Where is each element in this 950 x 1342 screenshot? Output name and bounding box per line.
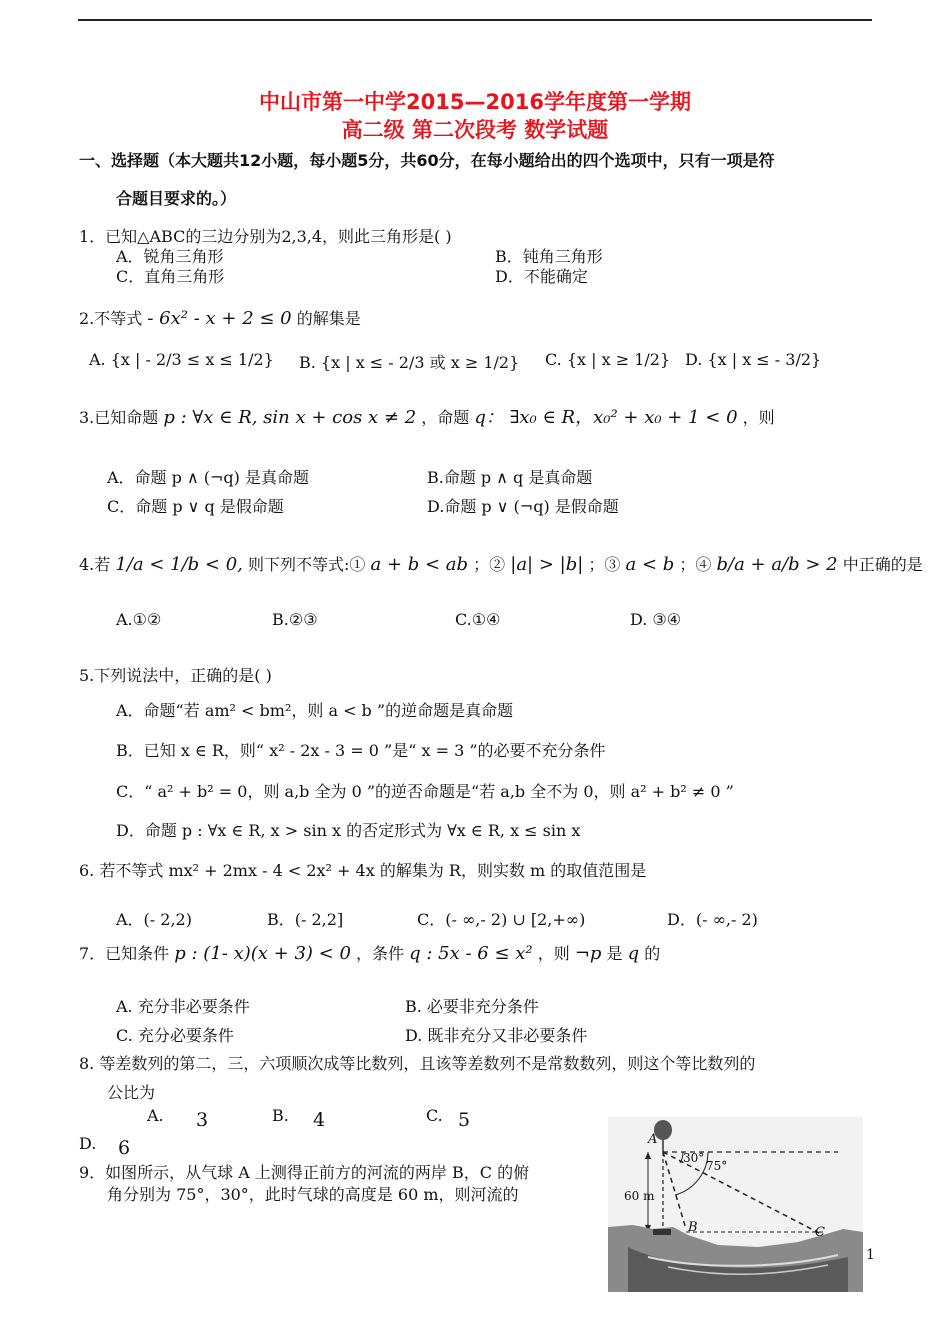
exam-title-line1: 中山市第一中学2015—2016学年度第一学期 <box>259 90 691 114</box>
q3-option-b: B.命题 p ∧ q 是真命题 <box>427 468 593 487</box>
q2-option-a: A. {x | - 2/3 ≤ x ≤ 1/2} <box>89 350 274 369</box>
q3-option-a: A．命题 p ∧ (¬q) 是真命题 <box>107 468 309 487</box>
question-5-stem: 5.下列说法中，正确的是( ) <box>79 666 272 685</box>
q2-suffix: 的解集是 <box>296 309 361 328</box>
q1-option-d: D．不能确定 <box>495 267 588 286</box>
q7-prefix: 7．已知条件 <box>79 944 170 963</box>
q6-option-a: A．(- 2,2) <box>116 910 192 929</box>
q7-option-c: C. 充分必要条件 <box>116 1026 234 1045</box>
q7-mid2: ，则 <box>537 944 570 963</box>
page-number: 1 <box>866 1247 875 1263</box>
q6-option-c: C．(- ∞,- 2) ∪ [2,+∞) <box>417 910 586 929</box>
q4-suffix: 中正确的是 <box>842 555 923 574</box>
q3-option-d: D.命题 p ∨ (¬q) 是假命题 <box>427 497 619 516</box>
q5-option-c: C．“ a² + b² = 0，则 a,b 全为 0 ”的逆否命题是“若 a,b 全不为 0，则 a² + b² ≠ 0 ” <box>116 782 734 801</box>
question-7-stem <box>79 941 660 964</box>
q8-option-b-letter: B. <box>272 1106 289 1125</box>
q7-mid3: 是 <box>606 944 623 963</box>
figure-label-a: A <box>648 1132 658 1147</box>
q7-condition-p: p : (1- x)(x + 3) < 0 <box>174 943 351 964</box>
header-rule <box>78 19 872 21</box>
q4-option-c: C.①④ <box>455 610 501 629</box>
q2-option-c: C. {x | x ≥ 1/2} <box>545 350 671 369</box>
question-1-stem: 1．已知△ABC的三边分别为2,3,4，则此三角形是( ) <box>79 227 452 246</box>
q3-mid: ，命题 <box>421 408 470 427</box>
q4-option-a: A.①② <box>116 610 162 629</box>
q3-proposition-p: p : ∀x ∈ R, sin x + cos x ≠ 2 <box>163 407 417 428</box>
q4-condition: 1/a < 1/b < 0, <box>115 554 243 575</box>
q7-option-d: D. 既非充分又非必要条件 <box>405 1026 588 1045</box>
q4-inequality-1: a + b < ab <box>370 554 469 575</box>
q7-not-p: ¬p <box>574 943 602 964</box>
q2-option-d: D. {x | x ≤ - 3/2} <box>685 350 822 369</box>
question-9-stem-line1: 9．如图所示，从气球 A 上测得正前方的河流的两岸 B，C 的俯 <box>79 1163 530 1182</box>
q7-suffix: 的 <box>644 944 661 963</box>
figure-angle-30: 30° <box>683 1151 705 1165</box>
q4-inequality-3: a < b <box>625 554 675 575</box>
q2-prefix: 2.不等式 <box>79 309 143 328</box>
figure-height-label: 60 m <box>624 1189 655 1203</box>
figure-label-b: B <box>688 1220 698 1235</box>
q4-mid: 则下列不等式:① <box>247 555 366 574</box>
q8-option-a-letter: A. <box>147 1106 164 1125</box>
question-2-stem <box>79 306 361 329</box>
q2-option-b: B. {x | x ≤ - 2/3 或 x ≥ 1/2} <box>299 353 520 372</box>
q7-option-a: A. 充分非必要条件 <box>116 997 250 1016</box>
q7-q: q <box>627 943 640 964</box>
q5-option-a: A．命题“若 am² < bm²，则 a < b ”的逆命题是真命题 <box>116 701 514 720</box>
section-heading-line1: 一、选择题（本大题共12小题，每小题5分，共60分，在每小题给出的四个选项中，只有一项是符 <box>79 151 775 170</box>
q8-option-c-value: 5 <box>458 1109 471 1131</box>
q1-option-b: B．钝角三角形 <box>495 247 603 266</box>
q1-option-c: C．直角三角形 <box>116 267 225 286</box>
question-3-stem <box>79 403 775 429</box>
q5-option-d: D．命题 p : ∀x ∈ R, x > sin x 的否定形式为 ∀x ∈ R, x ≤ sin x <box>116 821 581 840</box>
q4-inequality-4: b/a + a/b > 2 <box>716 554 838 575</box>
q8-option-d-value: 6 <box>118 1137 131 1159</box>
q4-sep2: ；③ <box>588 555 621 574</box>
q8-option-a-value: 3 <box>196 1109 209 1131</box>
figure-label-c: C <box>815 1225 825 1240</box>
q6-option-b: B．(- 2,2] <box>267 910 344 929</box>
q5-option-b: B．已知 x ∈ R，则“ x² - 2x - 3 = 0 ”是“ x = 3 ”的必要不充分条件 <box>116 741 606 760</box>
question-8-stem-line1: 8. 等差数列的第二，三，六项顺次成等比数列，且该等差数列不是常数数列，则这个等比数列的 <box>79 1054 756 1073</box>
balloon-river-figure <box>608 1117 863 1292</box>
balloon-river-diagram <box>608 1117 863 1292</box>
q2-inequality: - 6x² - x + 2 ≤ 0 <box>147 308 292 329</box>
question-8-stem-line2: 公比为 <box>107 1083 156 1102</box>
q1-option-a: A．锐角三角形 <box>116 247 224 266</box>
q4-sep3: ；④ <box>679 555 712 574</box>
q4-sep1: ；② <box>473 555 506 574</box>
exam-title-line2: 高二级 第二次段考 数学试题 <box>341 118 609 142</box>
question-4-stem <box>79 552 923 575</box>
question-9-stem-line2: 角分别为 75°，30°，此时气球的高度是 60 m，则河流的 <box>107 1185 519 1204</box>
q7-condition-q: q : 5x - 6 ≤ x² <box>409 943 533 964</box>
q7-mid: ，条件 <box>356 944 405 963</box>
q4-option-b: B.②③ <box>272 610 318 629</box>
q3-proposition-q: q： ∃x₀ ∈ R，x₀² + x₀ + 1 < 0 <box>474 407 738 428</box>
q7-option-b: B. 必要非充分条件 <box>405 997 539 1016</box>
q4-option-d: D. ③④ <box>630 610 682 629</box>
q4-inequality-2: |a| > |b| <box>510 554 584 575</box>
q8-option-d-letter: D. <box>79 1134 97 1153</box>
q6-option-d: D．(- ∞,- 2) <box>667 910 758 929</box>
q4-prefix: 4.若 <box>79 555 111 574</box>
q3-prefix: 3.已知命题 <box>79 408 159 427</box>
q8-option-c-letter: C. <box>426 1106 443 1125</box>
q8-option-b-value: 4 <box>313 1109 326 1131</box>
figure-angle-75: 75° <box>706 1159 728 1173</box>
question-6-stem: 6. 若不等式 mx² + 2mx - 4 < 2x² + 4x 的解集为 R，则实数 m 的取值范围是 <box>79 861 647 880</box>
q3-option-c: C．命题 p ∨ q 是假命题 <box>107 497 284 516</box>
section-heading-line2: 合题目要求的。） <box>116 189 237 208</box>
q3-suffix: ，则 <box>742 408 775 427</box>
